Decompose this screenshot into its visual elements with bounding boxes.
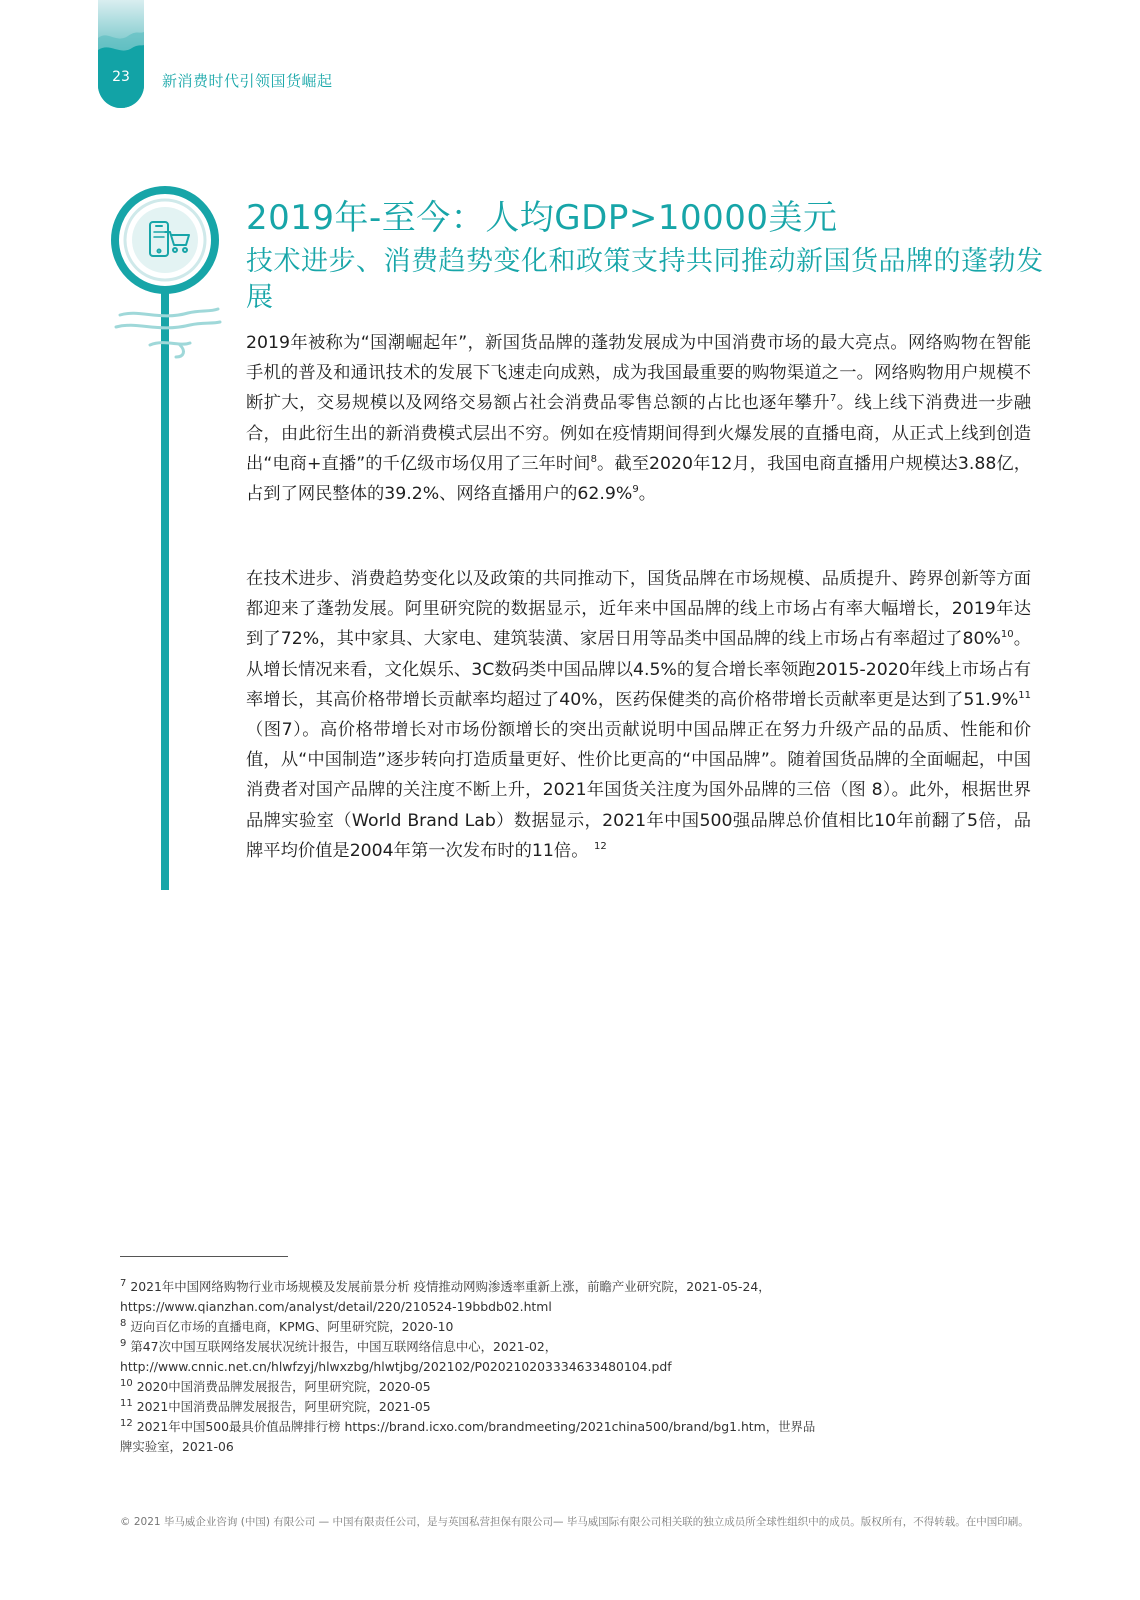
footnote-ref: 8 — [590, 454, 597, 466]
footnote-item: $^{10}$ 2020中国消费品牌发展报告，阿里研究院，2020-05 — [120, 1377, 431, 1394]
running-title: 新消费时代引领国货崛起 — [162, 72, 333, 90]
wave-decoration — [98, 0, 144, 108]
footnote-ref: 7 — [829, 393, 837, 405]
footnote-divider — [120, 1256, 288, 1257]
footnote-ref: 12 — [593, 841, 607, 853]
page-number-tab — [98, 0, 144, 108]
footnote-ref: 9 — [632, 484, 639, 496]
body-paragraph-1: 2019年被称为“国潮崛起年”，新国货品牌的蓬勃发展成为中国消费市场的最大亮点。网络购物在智能手机的普及和通讯技术的发展下飞速走向成熟，成为我国最重要的购物渠道之一。网络购物用户规模不断扩大，交易规模以及网络交易额占社会消费品零售总额的占比也逐年攀升$^7$。线上线下消费进一步融合，由此衍生出的新消费模式层出不穷。例如在疫情期间得到火爆发展的直播电商，从正式上线到创造出“电商+直播”的千亿级市场仅用了三年时间$^8$。截至2020年12月，我国电商直播用户规模达3.88亿，占到了网民整体的39.2%、网络直播用户的62.9%$^9$。 — [246, 333, 1031, 505]
page-number: 23 — [112, 69, 130, 85]
footnote-ref: 10 — [1000, 629, 1014, 641]
footnotes — [120, 1277, 820, 1457]
footnote-item: $^7$ 2021年中国网络购物行业市场规模及发展前景分析 疫情推动网购渗透率重新上涨，前瞻产业研究院，2021-05-24，https://www.qianzhan.com/analyst/detail/220/210524-19bbdb02.html — [120, 1277, 771, 1314]
footnote-ref: 11 — [1018, 690, 1031, 702]
timeline-marker — [110, 185, 225, 890]
copyright-notice: © 2021 毕马威企业咨询 (中国) 有限公司 — 中国有限责任公司，是与英国私营担保有限公司— 毕马威国际有限公司相关联的独立成员所全球性组织中的成员。版权所有，不得转载。在中国印刷。 — [120, 1516, 1029, 1528]
body-paragraph-2: 在技术进步、消费趋势变化以及政策的共同推动下，国货品牌在市场规模、品质提升、跨界创新等方面都迎来了蓬勃发展。阿里研究院的数据显示，近年来中国品牌的线上市场占有率大幅增长，2019年达到了72%，其中家具、大家电、建筑装潢、家居日用等品类中国品牌的线上市场占有率超过了80%$^{10}$。从增长情况来看，文化娱乐、3C数码类中国品牌以4.5%的复合增长率领跑2015-2020年线上市场占有率增长，其高价格带增长贡献率均超过了40%，医药保健类的高价格带增长贡献率更是达到了51.9%$^{11}$（图7）。高价格带增长对市场份额增长的突出贡献说明中国品牌正在努力升级产品的品质、性能和价值，从“中国制造”逐步转向打造质量更好、性价比更高的“中国品牌”。随着国货品牌的全面崛起，中国消费者对国产品牌的关注度不断上升，2021年国货关注度为国外品牌的三倍（图 8）。此外，根据世界品牌实验室（World Brand Lab）数据显示，2021年中国500强品牌总价值相比10年前翻了5倍，品牌平均价值是2004年第一次发布时的11倍。 $^{12}$ — [246, 569, 1031, 861]
section-title: 2019年-至今：人均GDP>10000美元 — [246, 198, 838, 238]
footnote-item: $^{11}$ 2021中国消费品牌发展报告，阿里研究院，2021-05 — [120, 1397, 431, 1414]
footnote-item: $^9$ 第47次中国互联网络发展状况统计报告，中国互联网络信息中心，2021-02，http://www.cnnic.net.cn/hlwfzyj/hlwxzbg/hlwtjbg/202102/P020210203334633480104.pdf — [120, 1337, 672, 1374]
section-subtitle: 技术进步、消费趋势变化和政策支持共同推动新国货品牌的蓬勃发展 — [246, 246, 1044, 313]
footnote-item: $^8$ 迈向百亿市场的直播电商，KPMG、阿里研究院，2020-10 — [120, 1317, 454, 1334]
footnote-item: $^{12}$ 2021年中国500最具价值品牌排行榜 https://brand.icxo.com/brandmeeting/2021china500/brand/bg1.htm，世界品牌实验室，2021-06 — [120, 1417, 816, 1454]
